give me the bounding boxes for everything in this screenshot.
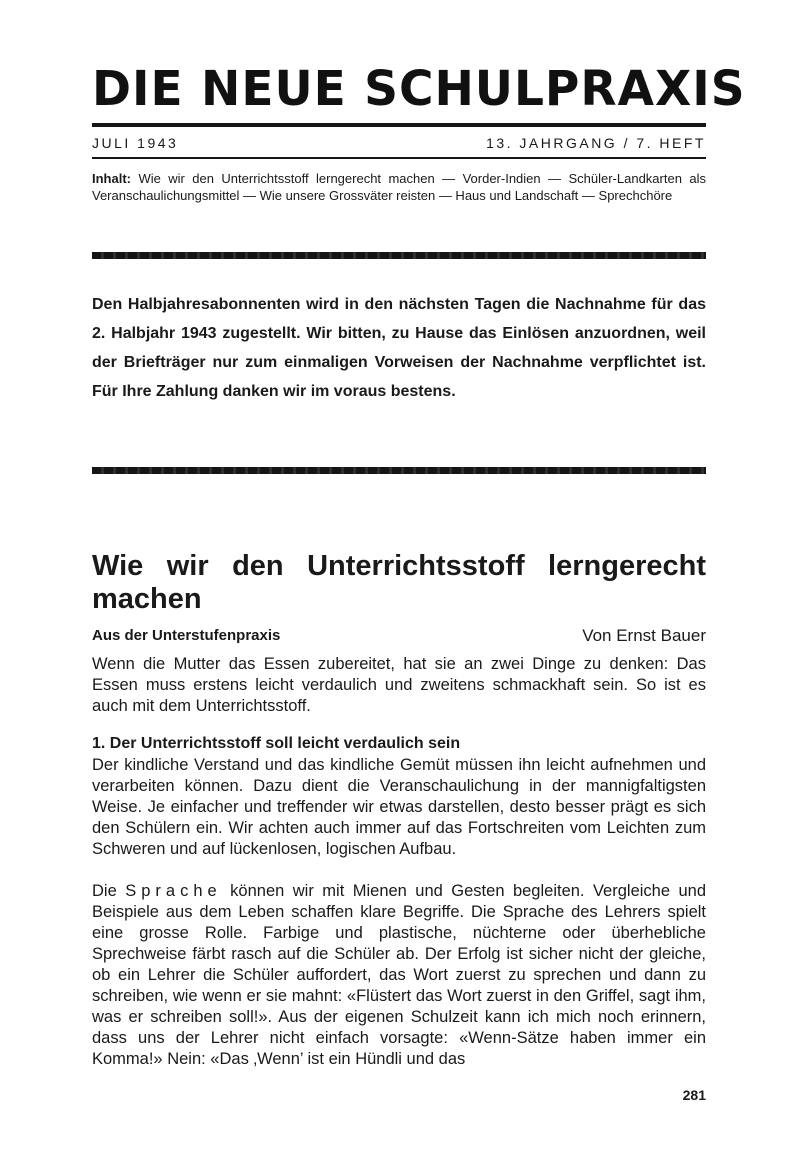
- article-subtitle: Aus der Unterstufenpraxis: [92, 627, 281, 644]
- paragraph-lead-word: Die: [92, 882, 117, 900]
- article-author: Von Ernst Bauer: [582, 626, 706, 645]
- page-number: 281: [682, 1087, 706, 1103]
- article-title: Wie wir den Unterrichtsstoff lerngerecht machen: [92, 550, 706, 615]
- masthead-rule-top: [92, 123, 706, 127]
- subscription-notice: Den Halbjahresabonnenten wird in den nächsten Tagen die Nachnahme für das 2. Halbjahr 1943 zugestellt. Wir bitten, zu Hause das Einlösen anzuordnen, weil der Briefträger nur zum einmaligen Vorweisen der Nachnahme verpflichtet ist. Für Ihre Zahlung danken wir im voraus bestens.: [92, 296, 706, 400]
- issue-info-row: [92, 134, 706, 152]
- section-paragraph-2: [92, 881, 706, 1070]
- paragraph-continuation: können wir mit Mienen und Gesten begleiten. Vergleiche und Beispiele aus dem Leben schaffen klare Begriffe. Die Sprache des Lehrers spielt eine grosse Rolle. Farbige und plastische, nüchterne oder überhebliche Sprechweise färbt rasch auf die Schüler ab. Der Erfolg ist sicher nicht der gleiche, ob ein Lehrer die Schüler auffordert, das Wort zuerst zu sprechen und dann zu schreiben, wie wenn er sie mahnt: «Flüstert das Wort zuerst in den Griffel, sagt ihm, was er schreiben soll!». Aus der eigenen Schulzeit kann ich mich noch erinnern, dass uns der Lehrer nicht einfach vorsagte: «Wenn-Sätze haben immer ein Komma!» Nein: «Das ‚Wenn’ ist ein Hündli und das: [92, 882, 706, 1068]
- journal-title: DIE NEUE SCHULPRAXIS: [92, 61, 746, 117]
- contents-text: Wie wir den Unterrichtsstoff lerngerecht machen — Vorder-Indien — Schüler-Landkarten als Veranschaulichungsmittel — Wie unsere Grossväter reisten — Haus und Landschaft — Sprechchöre: [92, 171, 706, 203]
- notice-rule-top: [92, 252, 706, 259]
- notice-rule-bottom: [92, 467, 706, 474]
- masthead-rule-bottom: [92, 157, 706, 159]
- section-paragraph-1: Der kindliche Verstand und das kindliche Gemüt müssen ihn leicht aufnehmen und verarbeiten können. Dazu dient die Veranschaulichung in der mannigfaltigsten Weise. Je einfacher und treffender wir etwas darstellen, desto besser prägt es sich den Schülern ein. Wir achten auch immer auf das Fortschreiten vom Leichten zum Schweren und auf lückenlosen, logischen Aufbau.: [92, 756, 706, 858]
- contents-label: Inhalt:: [92, 171, 131, 186]
- article-byline: [92, 625, 706, 647]
- spaced-emphasis-word: Sprache: [125, 882, 222, 900]
- section-heading: 1. Der Unterrichtsstoff soll leicht verdaulich sein: [92, 735, 461, 752]
- article-intro: Wenn die Mutter das Essen zubereitet, hat sie an zwei Dinge zu denken: Das Essen muss erstens leicht verdaulich und zweitens schmackhaft sein. So ist es auch mit dem Unterrichtsstoff.: [92, 655, 706, 715]
- issue-date: JULI 1943: [92, 135, 179, 151]
- issue-number: 13. JAHRGANG / 7. HEFT: [486, 135, 706, 151]
- table-of-contents: [92, 170, 706, 204]
